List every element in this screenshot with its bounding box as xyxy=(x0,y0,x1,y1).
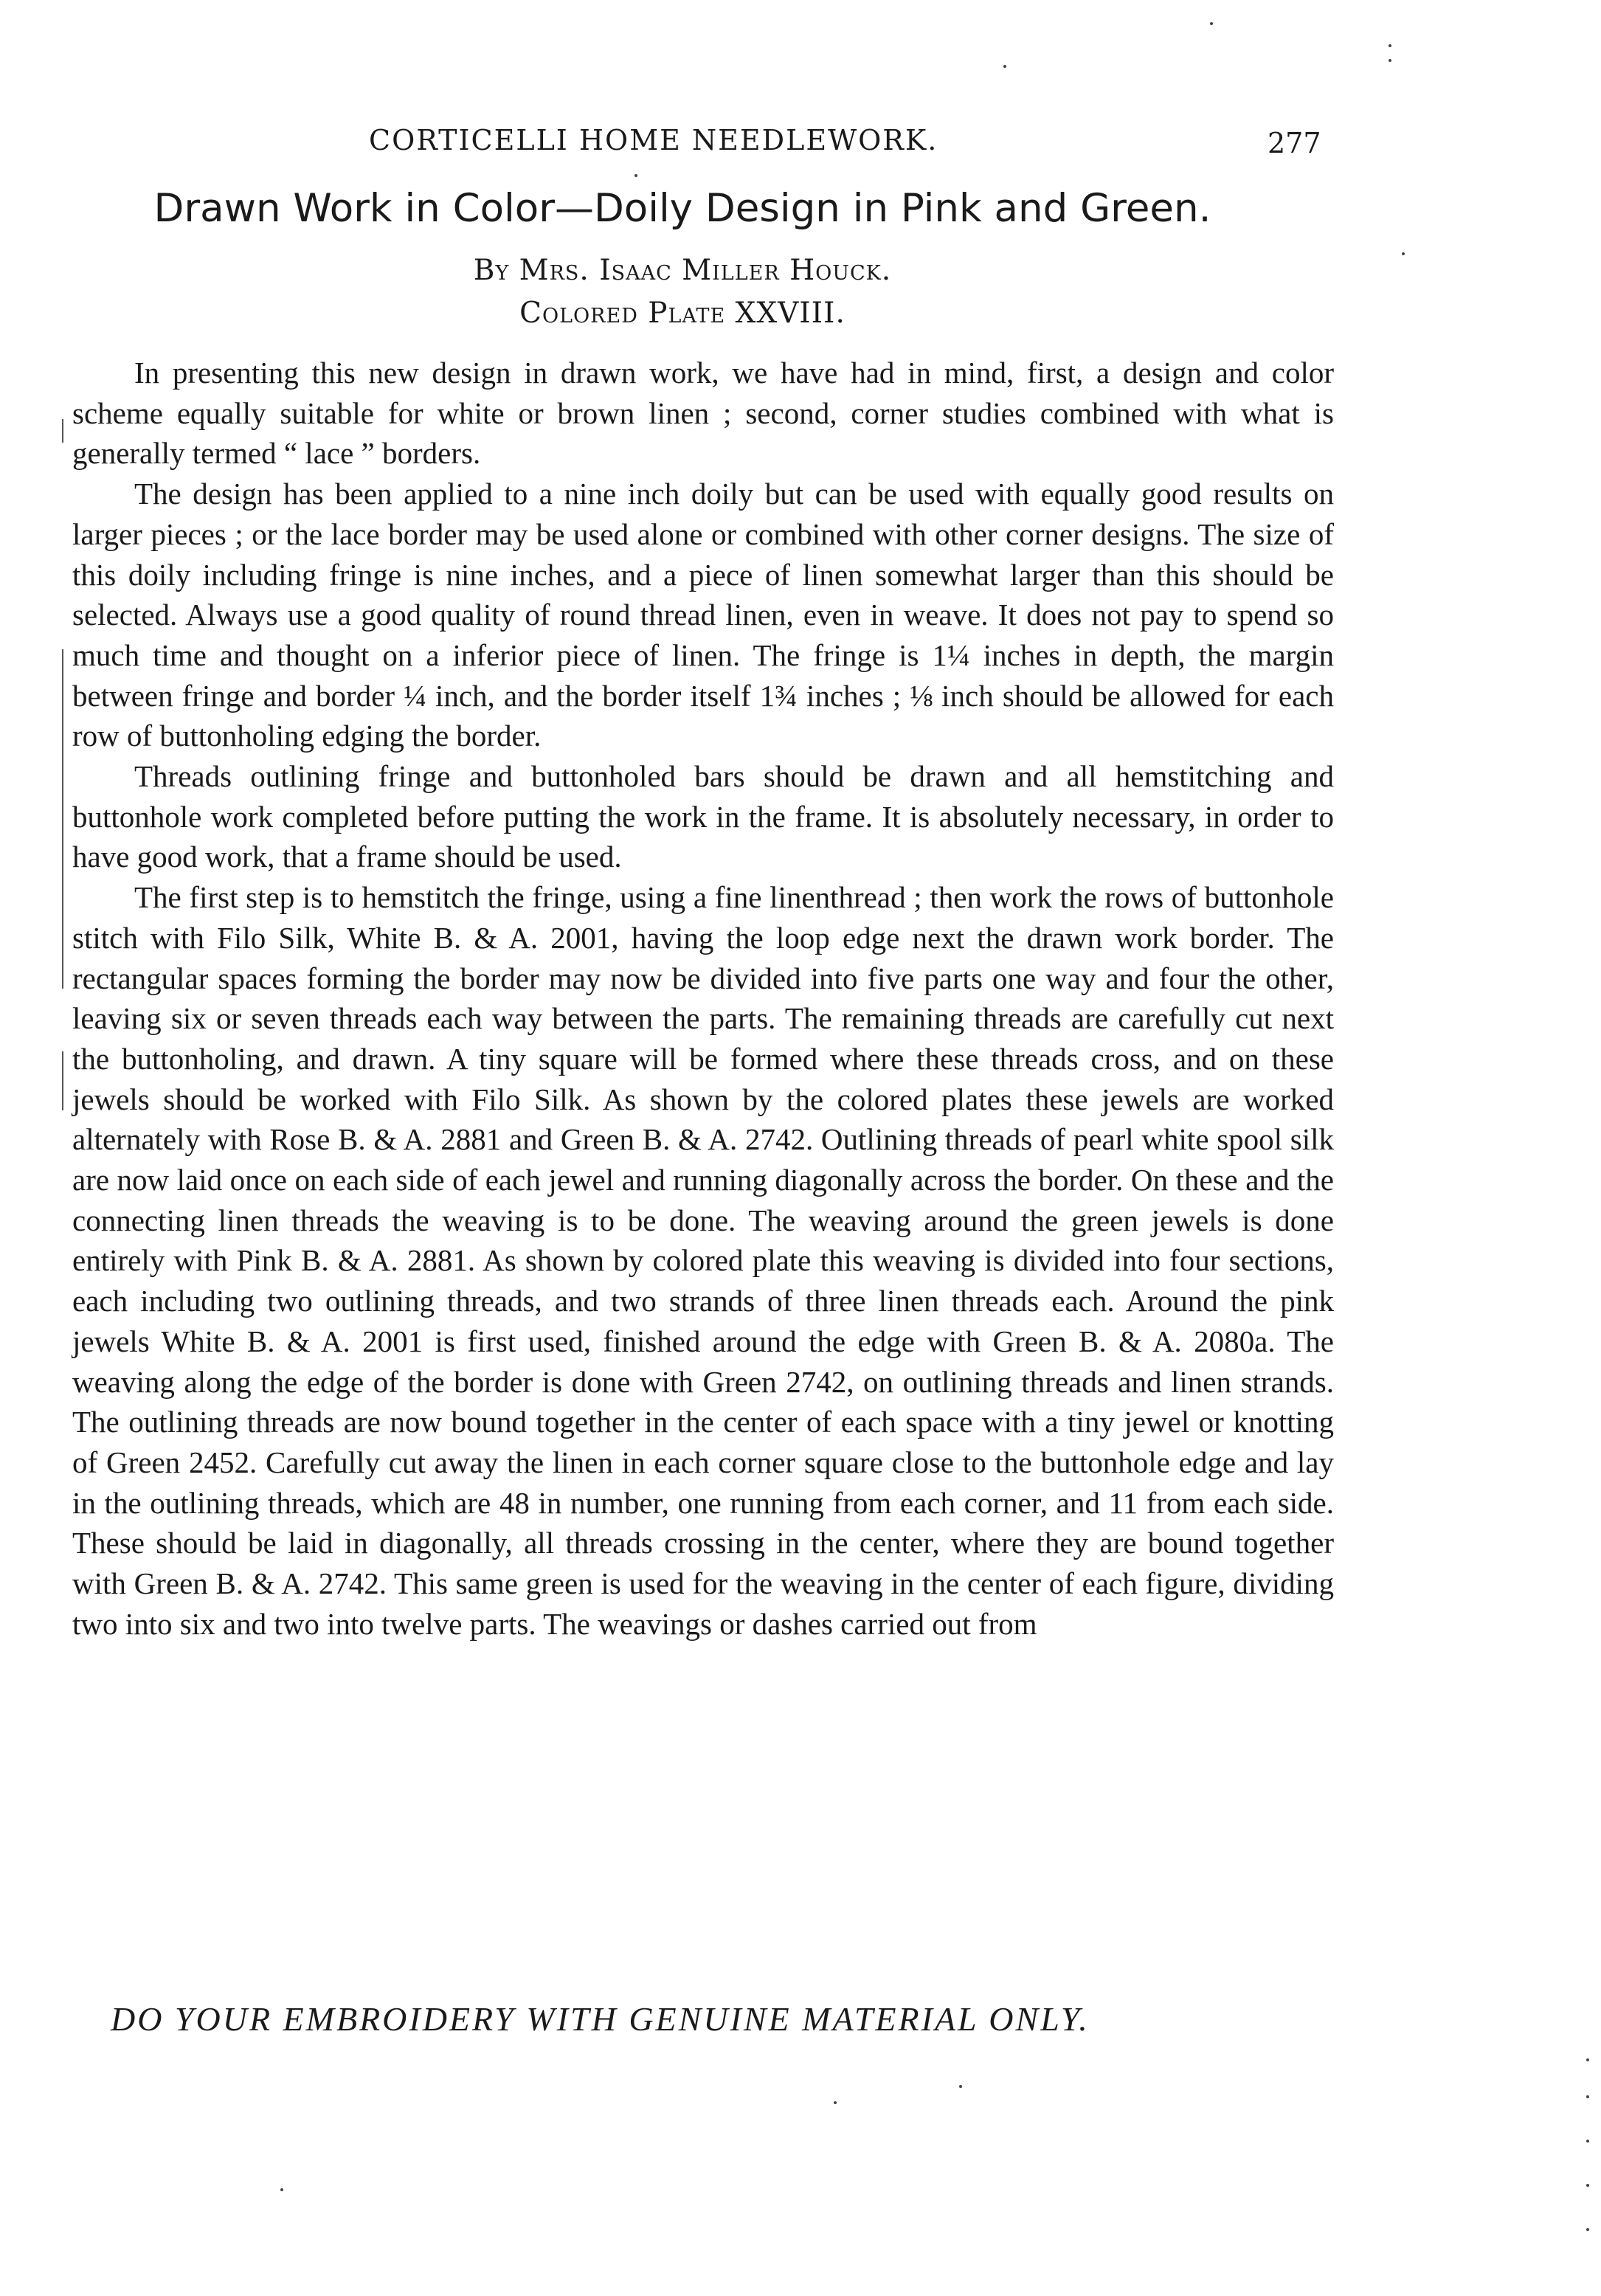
page-number: 277 xyxy=(1268,127,1321,159)
scan-speck xyxy=(634,174,637,177)
paragraph-intro: In presenting this new design in drawn work, we have had in mind, first, a design and color scheme equally suitable for white or brown linen ; second, corner studies combined with what is generally termed “ lace ” borders. xyxy=(72,356,1334,471)
article-byline: By Mrs. Isaac Miller Houck. xyxy=(473,254,892,287)
scan-speck xyxy=(1003,65,1006,68)
paragraph-threads: Threads outlining fringe and buttonholed bars should be drawn and all hemstitching and buttonhole work completed before putting the work in the frame. It is absolutely necessary, in order to have good work, that a frame should be used. xyxy=(72,759,1334,874)
margin-mark xyxy=(62,1051,63,1110)
scan-speck xyxy=(959,2085,962,2088)
paragraph-design: The design has been applied to a nine inch doily but can be used with equally good results on larger pieces ; or the lace border may be used alone or combined with other corner designs. The size of this doily including fringe is nine inches, and a piece of linen somewhat larger than this should be selected. Always use a good quality of round thread linen, even in weave. It does not pay to spend so much time and thought on a inferior piece of linen. The fringe is 1¼ inches in depth, the margin between fringe and border ¼ inch, and the border itself 1¾ inches ; ⅛ inch should be allowed for each row of buttonholing edging the border. xyxy=(72,477,1334,753)
article-body xyxy=(72,353,1334,1645)
scan-speck xyxy=(1586,2184,1589,2187)
margin-mark xyxy=(62,419,63,443)
scan-speck xyxy=(1402,252,1405,255)
scan-speck xyxy=(1586,2140,1589,2143)
footer-slogan: DO YOUR EMBROIDERY WITH GENUINE MATERIAL ONLY. xyxy=(111,2000,1090,2038)
paragraph-steps: The first step is to hemstitch the fringe, using a fine linenthread ; then work the rows of buttonhole stitch with Filo Silk, White B. & A. 2001, having the loop edge next the drawn work border. The rectangular spaces forming the border may now be divided into five parts one way and four the other, leaving six or seven threads each way between the parts. The remaining threads are carefully cut next the buttonholing, and drawn. A tiny square will be formed where these threads cross, and on these jewels should be worked with Filo Silk. As shown by the colored plates these jewels are worked alternately with Rose B. & A. 2881 and Green B. & A. 2742. Outlining threads of pearl white spool silk are now laid once on each side of each jewel and running diagonally across the border. On these and the connecting linen threads the weaving is to be done. The weaving around the green jewels is done entirely with Pink B. & A. 2881. As shown by colored plate this weaving is divided into four sections, each including two outlining threads, and two strands of three linen threads each. Around the pink jewels White B. & A. 2001 is first used, finished around the edge with Green B. & A. 2080a. The weaving along the edge of the border is done with Green 2742, on outlining threads and linen strands. The outlining threads are now bound together in the center of each space with a tiny jewel or knotting of Green 2452. Carefully cut away the linen in each corner square close to the buttonhole edge and lay in the outlining threads, which are 48 in number, one running from each corner, and 11 from each side. These should be laid in diagonally, all threads crossing in the center, where they are bound together with Green B. & A. 2742. This same green is used for the weaving in the center of each figure, dividing two into six and two into twelve parts. The weavings or dashes carried out from xyxy=(72,880,1334,1641)
margin-mark xyxy=(62,649,63,989)
scan-speck xyxy=(280,2188,283,2191)
article-title: Drawn Work in Color—Doily Design in Pink and Green. xyxy=(153,186,1211,231)
scan-speck xyxy=(1586,2058,1589,2061)
scan-speck xyxy=(1389,59,1391,62)
scan-speck xyxy=(1389,44,1391,47)
plate-reference: Colored Plate XXVIII. xyxy=(519,297,846,330)
scan-speck xyxy=(1586,2095,1589,2098)
scan-speck xyxy=(1210,22,1213,25)
scan-speck xyxy=(834,2101,837,2104)
running-head: CORTICELLI HOME NEEDLEWORK. xyxy=(369,124,938,156)
scan-speck xyxy=(1586,2228,1589,2231)
